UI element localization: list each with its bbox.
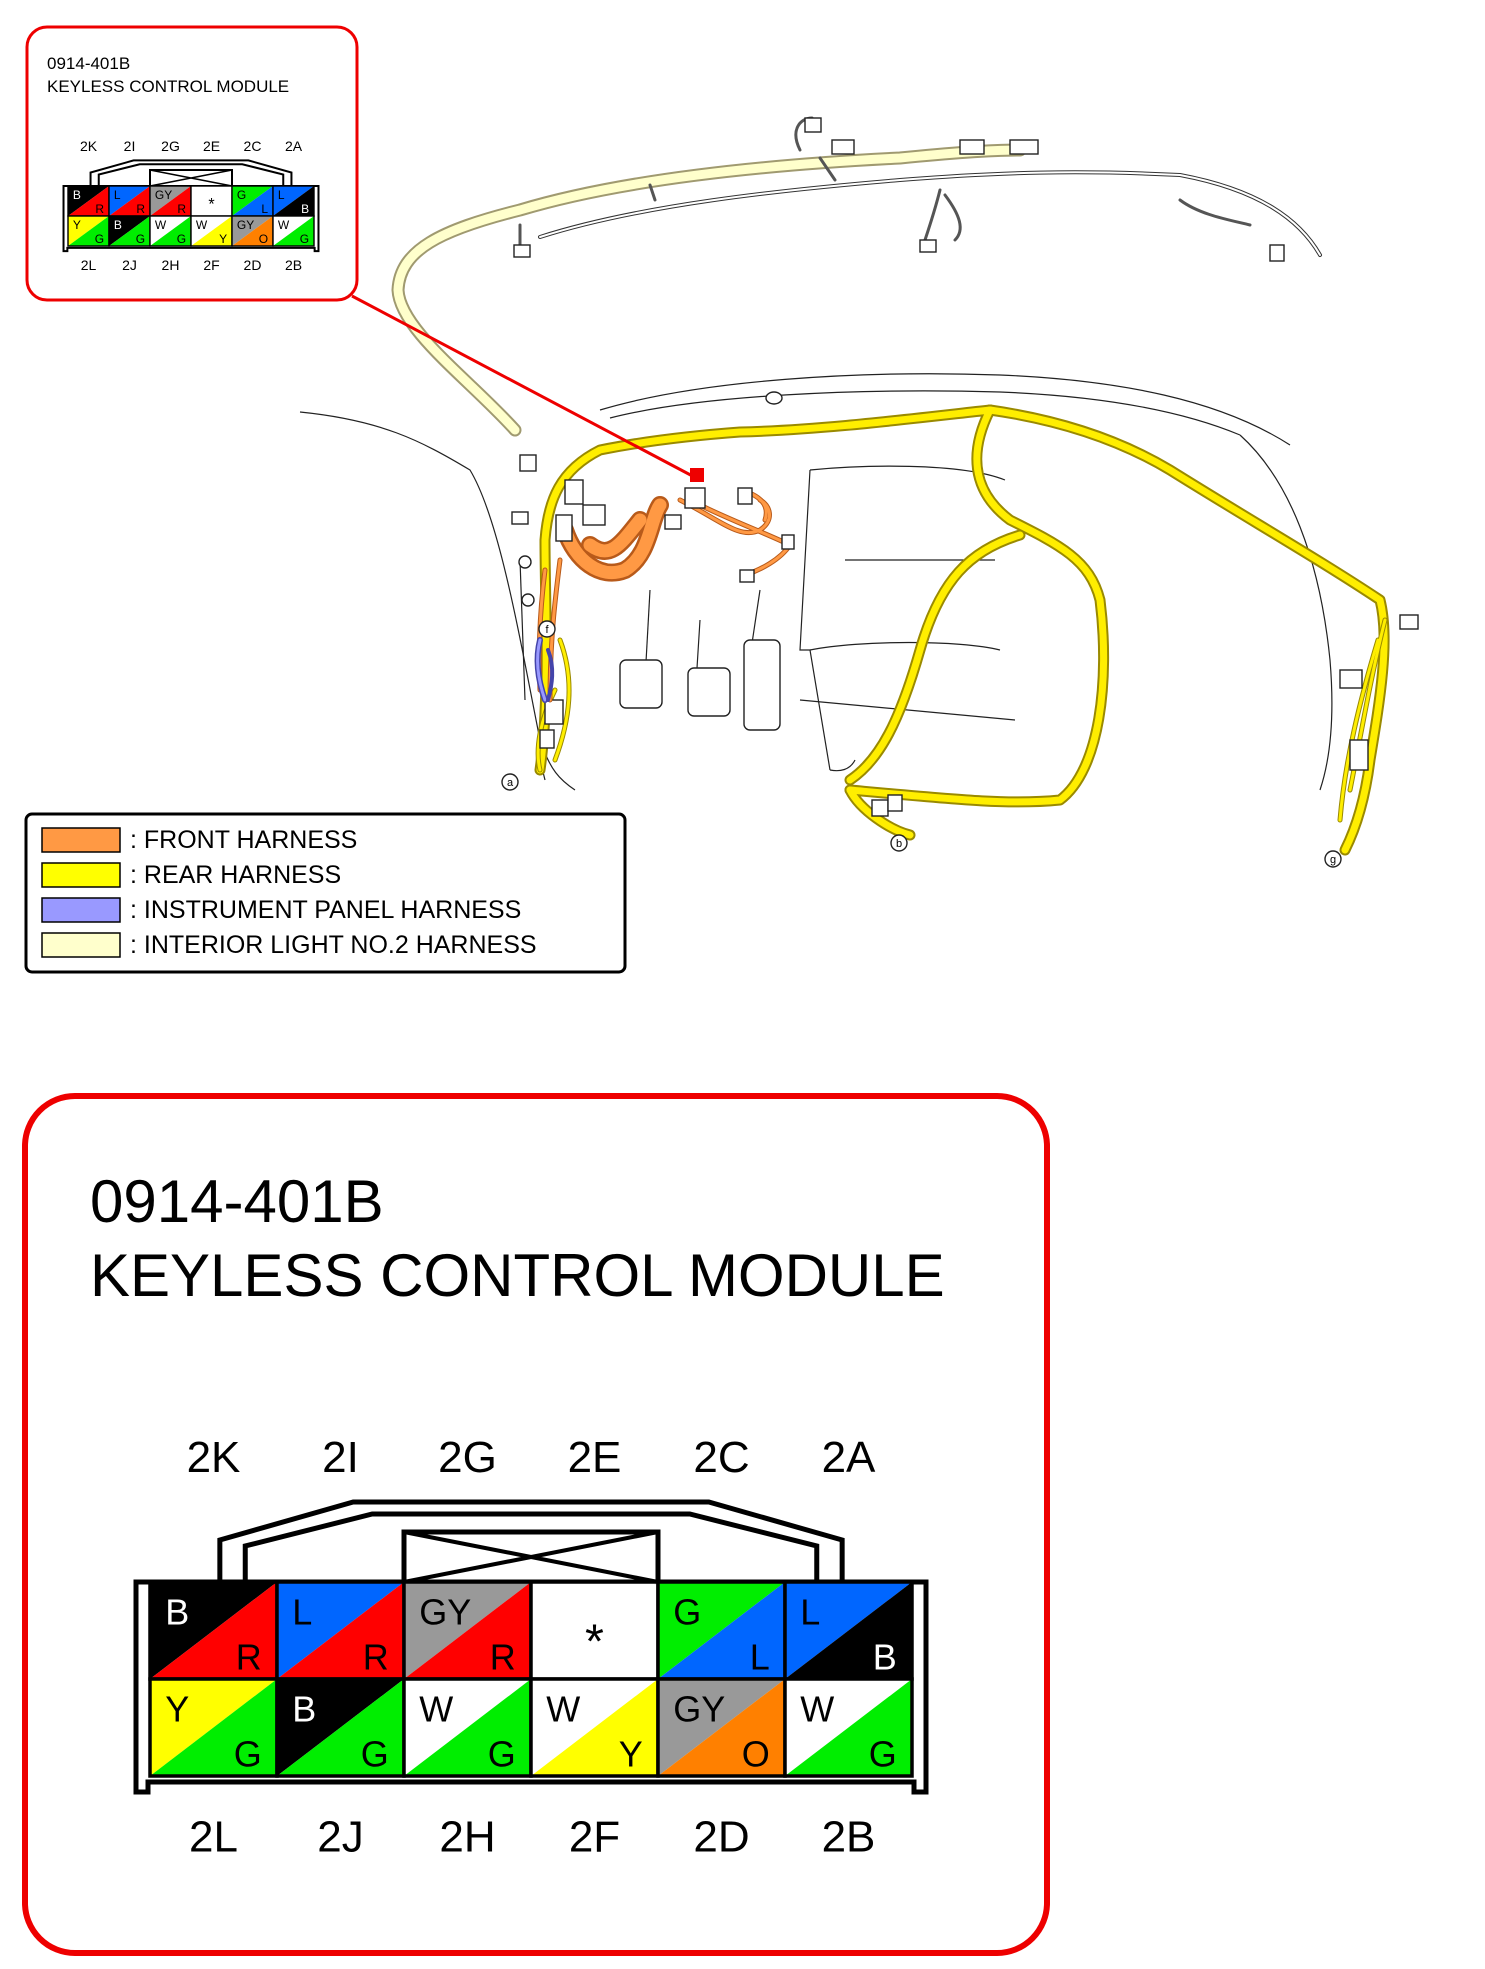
small-pin-2e: [191, 186, 232, 216]
small-pin-2f-main-color: W: [195, 218, 208, 233]
small-inset: [27, 27, 357, 300]
svg-text:: REAR HARNESS: : REAR HARNESS: [130, 861, 342, 889]
legend: [26, 814, 625, 972]
large-pin-2k-stripe-color: R: [235, 1636, 262, 1678]
large-pin-2e-unused-mark: *: [585, 1614, 604, 1669]
small-pin-2e-unused-mark: *: [208, 195, 215, 214]
large-bottom-pin-label: 2F: [568, 1812, 621, 1862]
ground-point-b: [891, 835, 907, 851]
small-pin-2g-main-color: GY: [154, 188, 173, 203]
small-pin-2d-main-color: GY: [236, 218, 255, 233]
small-inset-title: KEYLESS CONTROL MODULE: [47, 77, 290, 96]
small-pin-2f-stripe-color: Y: [219, 232, 228, 246]
large-pin-2d: [658, 1679, 785, 1776]
large-pin-2d-main-color: GY: [673, 1688, 726, 1730]
large-pin-2c-main-color: G: [673, 1591, 702, 1633]
large-pin-2h: [404, 1679, 531, 1776]
large-pin-2f-stripe-color: Y: [618, 1733, 643, 1775]
large-bottom-pin-label: 2H: [439, 1812, 496, 1862]
small-pin-2l-stripe-color: G: [94, 232, 105, 246]
rear-harness: [538, 410, 1385, 850]
small-pin-2l-main-color: Y: [72, 218, 81, 233]
pedals: [620, 640, 780, 730]
small-pin-2d: [232, 216, 273, 246]
large-top-pin-label: 2C: [693, 1433, 750, 1482]
svg-text:: INSTRUMENT PANEL HARNESS: : INSTRUMENT PANEL HARNESS: [130, 896, 522, 924]
small-pin-2a: [273, 186, 314, 216]
pedal-left: [620, 660, 662, 708]
small-bottom-pin-label: 2B: [284, 257, 303, 274]
small-pin-2b-stripe-color: G: [299, 232, 310, 246]
small-top-pin-label: 2G: [161, 137, 180, 154]
small-pin-2i: [109, 186, 150, 216]
svg-text:b: b: [895, 838, 903, 850]
pedal-center: [688, 668, 730, 716]
small-pin-2g-stripe-color: R: [177, 202, 187, 216]
svg-text:: INTERIOR LIGHT NO.2 HARNESS: : INTERIOR LIGHT NO.2 HARNESS: [130, 931, 537, 959]
small-connector-key: [150, 170, 232, 186]
large-bottom-pin-label: 2L: [189, 1812, 238, 1862]
large-pin-2e: [531, 1582, 658, 1679]
small-pin-2i-stripe-color: R: [136, 202, 146, 216]
large-pin-2f-main-color: W: [546, 1688, 581, 1730]
large-pin-2k-main-color: B: [165, 1591, 190, 1633]
small-pin-2j-stripe-color: G: [135, 232, 146, 246]
interior-light-harness: [398, 118, 1320, 430]
svg-text:g: g: [1329, 854, 1337, 866]
small-pin-2k-main-color: B: [72, 188, 81, 203]
large-pin-2l-main-color: Y: [165, 1688, 190, 1730]
large-pin-2h-main-color: W: [419, 1688, 454, 1730]
large-pin-2l-stripe-color: G: [233, 1733, 262, 1775]
large-pin-2i: [277, 1582, 404, 1679]
large-bottom-pin-label: 2D: [693, 1812, 750, 1862]
small-pin-2h-stripe-color: G: [176, 232, 187, 246]
small-pin-2a-main-color: L: [277, 188, 285, 203]
module-location-marker: [690, 468, 704, 482]
large-top-pin-label: 2I: [322, 1433, 359, 1482]
large-pin-2c: [658, 1582, 785, 1679]
large-pin-2g: [404, 1582, 531, 1679]
large-pin-2h-stripe-color: G: [487, 1733, 516, 1775]
large-pin-2j-stripe-color: G: [360, 1733, 389, 1775]
small-pin-2f: [191, 216, 232, 246]
small-bottom-pin-label: 2H: [161, 257, 180, 274]
small-pin-2j-main-color: B: [113, 218, 122, 233]
small-pin-2b: [273, 216, 314, 246]
large-pin-2i-stripe-color: R: [362, 1636, 389, 1678]
small-bottom-pin-label: 2L: [80, 257, 97, 274]
large-pin-2a: [785, 1582, 912, 1679]
small-pin-2j: [109, 216, 150, 246]
small-pin-2c-stripe-color: L: [261, 202, 269, 216]
large-pin-2c-stripe-color: L: [749, 1636, 770, 1678]
legend-item-interior-light-harness: [42, 931, 537, 959]
small-inset-code: 0914-401B: [47, 54, 131, 73]
legend-item-instrument-panel-harness: [42, 896, 521, 924]
small-pin-2k-stripe-color: R: [95, 202, 105, 216]
large-pin-2a-stripe-color: B: [872, 1636, 897, 1678]
ground-point-f: [539, 621, 555, 637]
large-connector-key: [404, 1532, 658, 1582]
large-top-pin-label: 2E: [567, 1433, 622, 1482]
small-pin-2k: [68, 186, 109, 216]
small-pin-2h-main-color: W: [154, 218, 167, 233]
large-pin-2f: [531, 1679, 658, 1776]
small-pin-2i-main-color: L: [113, 188, 121, 203]
ground-point-a: [502, 774, 518, 790]
large-pin-2g-stripe-color: R: [489, 1636, 516, 1678]
large-pin-2j: [277, 1679, 404, 1776]
small-pin-2c-main-color: G: [236, 188, 247, 203]
small-top-pin-label: 2K: [79, 137, 98, 154]
large-pin-2d-stripe-color: O: [741, 1733, 770, 1775]
small-inset-connector: [64, 160, 319, 251]
small-pin-2b-main-color: W: [277, 218, 290, 233]
large-pin-2b-stripe-color: G: [868, 1733, 897, 1775]
large-pin-2l: [150, 1679, 277, 1776]
large-top-pin-label: 2G: [438, 1433, 497, 1482]
large-bottom-pin-label: 2B: [821, 1812, 876, 1862]
large-inset-connector: [136, 1502, 926, 1792]
large-bottom-pin-label: 2J: [317, 1812, 364, 1862]
small-top-pin-label: 2I: [123, 137, 136, 154]
svg-text:: FRONT HARNESS: : FRONT HARNESS: [130, 826, 358, 854]
callout-leader-line: [352, 296, 700, 480]
small-bottom-pin-label: 2F: [203, 257, 220, 274]
large-inset-title: KEYLESS CONTROL MODULE: [90, 1242, 945, 1309]
svg-text:f: f: [545, 624, 549, 636]
small-bottom-pin-label: 2D: [243, 257, 262, 274]
pedal-right: [744, 640, 780, 730]
small-pin-2c: [232, 186, 273, 216]
large-inset-code: 0914-401B: [90, 1168, 384, 1235]
legend-item-rear-harness: [42, 861, 341, 889]
large-pin-2k: [150, 1582, 277, 1679]
small-pin-2a-stripe-color: B: [301, 202, 310, 216]
ground-point-g: [1325, 851, 1341, 867]
large-top-pin-label: 2K: [186, 1433, 241, 1482]
small-pin-2d-stripe-color: O: [258, 232, 269, 246]
large-pin-2j-main-color: B: [292, 1688, 317, 1730]
large-top-pin-label: 2A: [821, 1433, 876, 1482]
small-top-pin-label: 2C: [243, 137, 262, 154]
vehicle-body-outline: [300, 374, 1332, 790]
large-pin-2a-main-color: L: [800, 1591, 821, 1633]
small-bottom-pin-label: 2J: [122, 257, 137, 274]
large-pin-2g-main-color: GY: [419, 1591, 472, 1633]
large-pin-2b: [785, 1679, 912, 1776]
small-pin-2g: [150, 186, 191, 216]
legend-item-front-harness: [42, 826, 357, 854]
large-pin-2i-main-color: L: [292, 1591, 313, 1633]
svg-text:a: a: [506, 777, 514, 789]
small-pin-2l: [68, 216, 109, 246]
small-top-pin-label: 2A: [284, 137, 303, 154]
large-inset: [25, 1096, 1047, 1953]
large-pin-2b-main-color: W: [800, 1688, 835, 1730]
small-top-pin-label: 2E: [202, 137, 221, 154]
small-pin-2h: [150, 216, 191, 246]
